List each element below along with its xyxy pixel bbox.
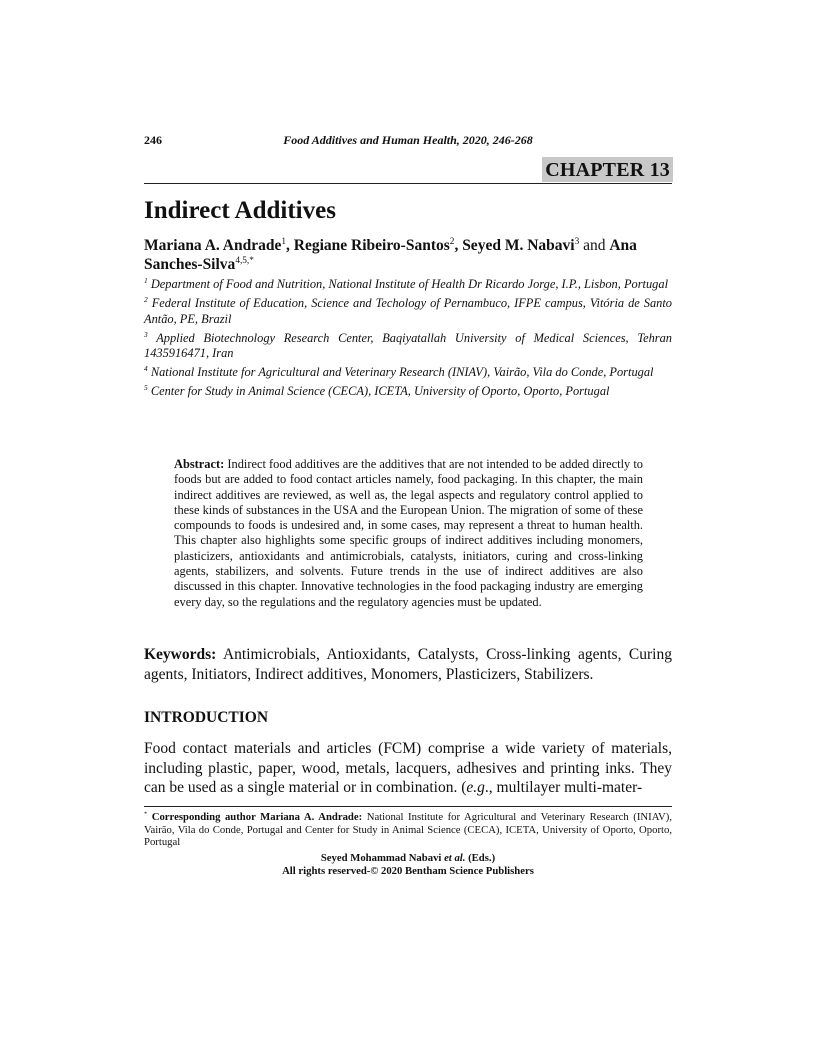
keywords-text: Antimicrobials, Antioxidants, Catalysts, Cross-linking agents, Curing agents, Initiators, Indirect additives, Monomers, Plasticizers, Stabilizers.	[144, 646, 672, 683]
affiliation-text: National Institute for Agricultural and Veterinary Research (INIAV), Vairão, Vila do Conde, Portugal	[150, 365, 654, 379]
copyright-line: All rights reserved-© 2020 Bentham Science Publishers	[282, 865, 534, 877]
affiliation-number: 5	[144, 382, 148, 392]
author-name: Seyed M. Nabavi	[462, 237, 575, 254]
section-heading: INTRODUCTION	[144, 709, 269, 726]
editors-line	[0, 852, 816, 864]
keywords	[144, 645, 672, 684]
affiliation-text: Federal Institute of Education, Science and Techology of Pernambuco, IFPE campus, Vitória de Santo Antão, PE, Brazil	[144, 296, 672, 326]
author-name: Regiane Ribeiro-Santos	[293, 237, 450, 254]
affiliation-list	[144, 277, 672, 403]
affiliation-number: 3	[144, 329, 148, 339]
abstract	[174, 457, 643, 610]
abstract-text: Indirect food additives are the additives that are not intended to be added directly to foods but are added to food contact articles namely, food packaging. In this chapter, the main indirect additives are reviewed, as well as, the legal aspects and regulatory control applied to these kinds of substances in the USA and the European Union. The migration of some of these compounds to foods is undesired and, in some cases, may represent a threat to human health. This chapter also highlights some specific groups of indirect additives including monomers, plasticizers, antioxidants and antimicrobials, catalysts, initiators, curing and cross-linking agents, stabilizers, and solvents. Future trends in the use of indirect additives are also discussed in this chapter. Innovative technologies in the food packaging industry are emerging every day, so the regulations and the regulatory agencies must be updated.	[174, 457, 643, 609]
editors-suffix: (Eds.)	[465, 852, 496, 864]
abstract-label: Abstract:	[174, 457, 225, 471]
introduction-paragraph	[144, 739, 672, 798]
affiliation-item	[144, 296, 672, 327]
affiliation-text: Applied Biotechnology Research Center, Baqiyatallah University of Medical Sciences, Tehran 1435916471, Iran	[144, 330, 673, 360]
affiliation-item	[144, 365, 672, 381]
chapter-title: Indirect Additives	[144, 197, 336, 224]
intro-text-continued: ., multilayer multi-mater-	[484, 779, 643, 796]
author-affil-marker: 2	[449, 236, 455, 247]
keywords-label: Keywords:	[144, 646, 217, 663]
title-divider	[144, 183, 672, 184]
affiliation-text: Department of Food and Nutrition, National Institute of Health Dr Ricardo Jorge, I.P., Lisbon, Portugal	[150, 277, 669, 291]
author-affil-marker: 3	[574, 236, 580, 247]
intro-text: Food contact materials and articles (FCM) comprise a wide variety of materials, including plastic, paper, wood, metals, lacquers, adhesives and printing inks. They can be used as a single material or in combination. (	[144, 740, 672, 796]
affiliation-number: 4	[144, 363, 148, 373]
editors-name: Seyed Mohammad Nabavi	[320, 852, 445, 864]
editors-etal: et al.	[444, 852, 466, 864]
affiliation-item	[144, 277, 672, 293]
journal-name: Food Additives and Human Health	[283, 133, 457, 147]
affiliation-item	[144, 384, 672, 400]
affiliation-number: 1	[144, 275, 148, 285]
author-name: Mariana A. Andrade	[144, 237, 282, 254]
author-name: Ana Sanches-Silva	[144, 237, 637, 273]
intro-italic: e.g	[466, 779, 485, 796]
author-list: Mariana A. Andrade$^1$, Regiane Ribeiro-Santos$^2$, Seyed M. Nabavi$^3$ and Ana Sanches-Silva$^{4,5,*}$	[144, 236, 637, 273]
author-conjunction: and	[579, 237, 610, 254]
author-affil-marker: 1	[281, 236, 287, 247]
journal-info: , 2020, 246-268	[456, 133, 533, 147]
affiliation-text: Center for Study in Animal Science (CECA), ICETA, University of Oporto, Oporto, Portugal	[150, 384, 610, 398]
footnote-divider	[144, 806, 672, 807]
footnote-label: Corresponding author Mariana A. Andrade:	[147, 811, 363, 823]
chapter-label: CHAPTER 13	[542, 157, 673, 182]
affiliation-number: 2	[144, 294, 148, 304]
affiliation-item	[144, 331, 672, 362]
running-head	[0, 133, 816, 148]
footnote-marker: *	[144, 810, 148, 818]
footnote	[144, 811, 672, 849]
author-affil-marker: 4,5,*	[235, 255, 254, 266]
footnote-text: National Institute for Agricultural and Veterinary Research (INIAV), Vairão, Vila do Conde, Portugal and Center for Study in Animal Science (CECA), ICETA, University of Oporto, Oporto, Portugal	[144, 811, 672, 849]
page-number: 246	[144, 133, 162, 147]
